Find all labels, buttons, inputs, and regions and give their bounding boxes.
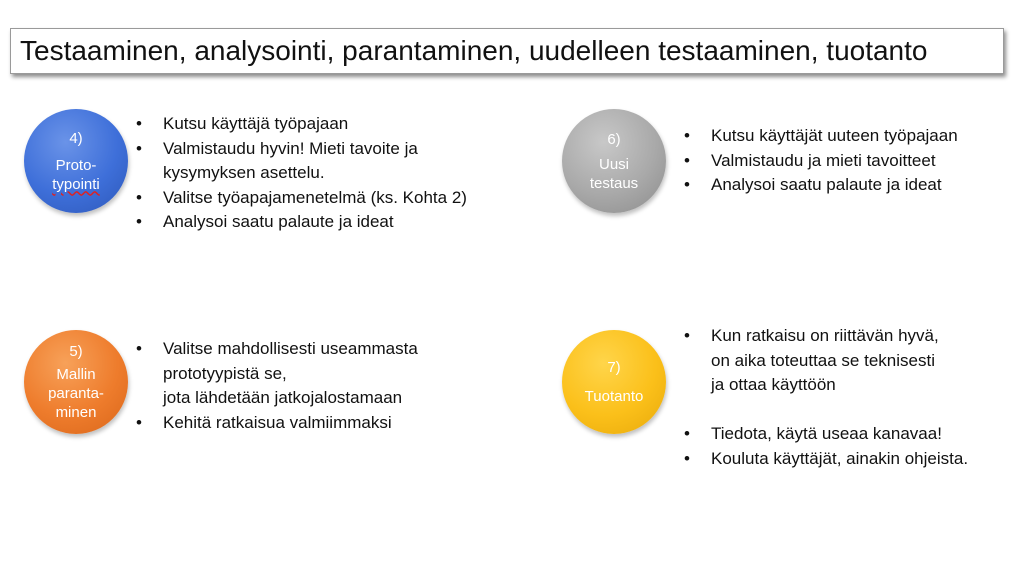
step-5-label-line3: minen (55, 404, 97, 421)
step-4-circle (24, 109, 128, 213)
title-box (10, 28, 1004, 74)
step-5-label-line2: paranta- (48, 385, 104, 402)
step-6-label-line1: Uusi (598, 155, 629, 173)
step-6-item: • Analysoi saatu palaute ja ideat (684, 173, 958, 198)
step-7-item: • Kouluta käyttäjät, ainakin ohjeista. (684, 447, 968, 472)
step-4-list (136, 112, 467, 235)
step-4-label-line2: typointi (52, 175, 100, 193)
step-5-label-line1: Mallin (56, 366, 96, 383)
step-4-item-continued: kysymyksen asettelu. (163, 163, 325, 182)
step-7-circle (562, 330, 666, 434)
step-4-number: 4) (69, 129, 83, 147)
step-7-number: 7) (607, 359, 621, 376)
step-7-item: • Tiedota, käytä useaa kanavaa! (684, 422, 968, 447)
step-6-circle (562, 109, 666, 213)
step-4-item: • Valmistaudu hyvin! Mieti tavoite ja (136, 137, 467, 162)
step-6-label-line2: testaus (589, 174, 639, 192)
step-5-item-continued: jota lähdetään jatkojalostamaan (163, 388, 403, 407)
step-4-item: • Valitse työapajamenetelmä (ks. Kohta 2) (136, 186, 467, 211)
step-7-spacer (684, 398, 968, 423)
step-4-label-line1: Proto- (55, 156, 97, 174)
step-7-item-continued: ja ottaa käyttöön (711, 375, 836, 394)
step-6-item: • Valmistaudu ja mieti tavoitteet (684, 149, 958, 174)
step-7-item-continued: on aika toteuttaa se teknisesti (711, 350, 935, 370)
step-5-number: 5) (69, 343, 83, 360)
step-6-item: • Kutsu käyttäjät uuteen työpajaan (684, 124, 958, 149)
page-title: Testaaminen, analysointi, parantaminen, uudelleen testaaminen, tuotanto (20, 35, 928, 66)
step-7-label-line1: Tuotanto (584, 388, 644, 405)
step-5-item: • Kehitä ratkaisua valmiimmaksi (136, 411, 418, 436)
step-6-list (684, 124, 958, 198)
step-6-number: 6) (607, 130, 621, 148)
step-4-item: • Kutsu käyttäjä työpajaan (136, 112, 467, 137)
step-5-item-continued: prototyypistä se, (163, 363, 287, 383)
step-7-list (684, 324, 968, 471)
step-7-item: • Kun ratkaisu on riittävän hyvä, (684, 324, 968, 349)
step-5-circle (24, 330, 128, 434)
step-5-list (136, 337, 418, 435)
step-5-item: • Valitse mahdollisesti useammasta (136, 337, 418, 362)
step-4-item: • Analysoi saatu palaute ja ideat (136, 210, 467, 235)
